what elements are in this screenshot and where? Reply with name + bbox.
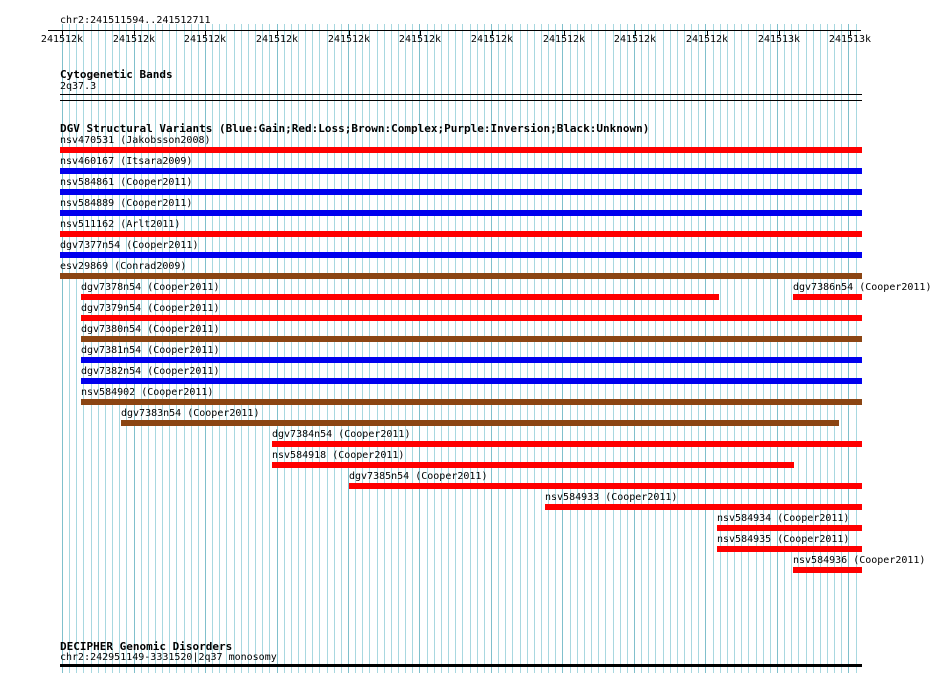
ruler-tick-label: 241512k [255,34,299,45]
feature-label[interactable]: dgv7379n54 (Cooper2011) [81,303,220,314]
sv-feature-bar[interactable] [349,483,862,489]
cytoband-bar-top [60,94,862,95]
feature-label[interactable]: dgv7384n54 (Cooper2011) [272,429,411,440]
feature-label[interactable]: dgv7386n54 (Cooper2011) [793,282,931,293]
sv-feature-bar[interactable] [60,210,862,216]
feature-label[interactable]: dgv7385n54 (Cooper2011) [349,471,488,482]
ruler-tick-label: 241512k [183,34,227,45]
sv-feature-bar[interactable] [793,294,862,300]
sv-feature-bar[interactable] [717,546,862,552]
feature-label[interactable]: nsv460167 (Itsara2009) [60,156,193,167]
sv-feature-bar[interactable] [81,378,862,384]
sv-feature-bar[interactable] [793,567,862,573]
ruler-tick-label: 241512k [542,34,586,45]
feature-label[interactable]: nsv584933 (Cooper2011) [545,492,678,503]
ruler-tick-label: 241512k [398,34,442,45]
feature-label[interactable]: dgv7380n54 (Cooper2011) [81,324,220,335]
feature-label[interactable]: nsv511162 (Arlt2011) [60,219,181,230]
sv-feature-bar[interactable] [81,336,862,342]
sv-feature-bar[interactable] [81,357,862,363]
sv-feature-bar[interactable] [81,294,719,300]
sv-feature-bar[interactable] [60,168,862,174]
sv-feature-bar[interactable] [60,231,862,237]
ruler-line [48,30,861,31]
ruler-tick-label: 241512k [112,34,156,45]
sv-feature-bar[interactable] [60,273,862,279]
feature-label[interactable]: dgv7383n54 (Cooper2011) [121,408,260,419]
feature-label[interactable]: nsv584861 (Cooper2011) [60,177,193,188]
cytoband-bar-bottom [60,100,862,101]
feature-label[interactable]: dgv7377n54 (Cooper2011) [60,240,199,251]
feature-label[interactable]: nsv584935 (Cooper2011) [717,534,850,545]
sv-feature-bar[interactable] [60,147,862,153]
sv-feature-bar[interactable] [81,399,862,405]
sv-feature-bar[interactable] [272,441,862,447]
ruler-tick-label: 241512k [40,34,84,45]
cytoband-label[interactable]: 2q37.3 [60,81,97,92]
ruler-tick-label: 241512k [685,34,729,45]
ruler-tick-label: 241512k [613,34,657,45]
ruler-tick-label: 241513k [828,34,872,45]
feature-label[interactable]: nsv584918 (Cooper2011) [272,450,405,461]
feature-label[interactable]: esv29869 (Conrad2009) [60,261,187,272]
cytoband-track-title[interactable]: Cytogenetic Bands [60,68,173,81]
decipher-feature-label[interactable]: chr2:242951149-3331520|2q37 monosomy [60,652,277,663]
feature-label[interactable]: nsv584934 (Cooper2011) [717,513,850,524]
region-label: chr2:241511594..241512711 [60,15,211,26]
ruler-tick-label: 241512k [470,34,514,45]
sv-feature-bar[interactable] [81,315,862,321]
feature-label[interactable]: nsv470531 (Jakobsson2008) [60,135,211,146]
decipher-feature-bar[interactable] [60,664,862,667]
ruler-tick-label: 241512k [327,34,371,45]
feature-label[interactable]: nsv584902 (Cooper2011) [81,387,214,398]
feature-label[interactable]: dgv7378n54 (Cooper2011) [81,282,220,293]
feature-label[interactable]: nsv584889 (Cooper2011) [60,198,193,209]
feature-label[interactable]: dgv7381n54 (Cooper2011) [81,345,220,356]
feature-label[interactable]: dgv7382n54 (Cooper2011) [81,366,220,377]
sv-feature-bar[interactable] [60,252,862,258]
sv-feature-bar[interactable] [272,462,794,468]
dgv-track-title[interactable]: DGV Structural Variants (Blue:Gain;Red:Loss;Brown:Complex;Purple:Inversion;Black:Unknown) [60,122,650,135]
decipher-track-title[interactable]: DECIPHER Genomic Disorders [60,640,233,653]
feature-label[interactable]: nsv584936 (Cooper2011) [793,555,926,566]
sv-feature-bar[interactable] [545,504,862,510]
sv-feature-bar[interactable] [717,525,862,531]
ruler-tick-label: 241513k [757,34,801,45]
sv-feature-bar[interactable] [60,189,862,195]
sv-feature-bar[interactable] [121,420,839,426]
